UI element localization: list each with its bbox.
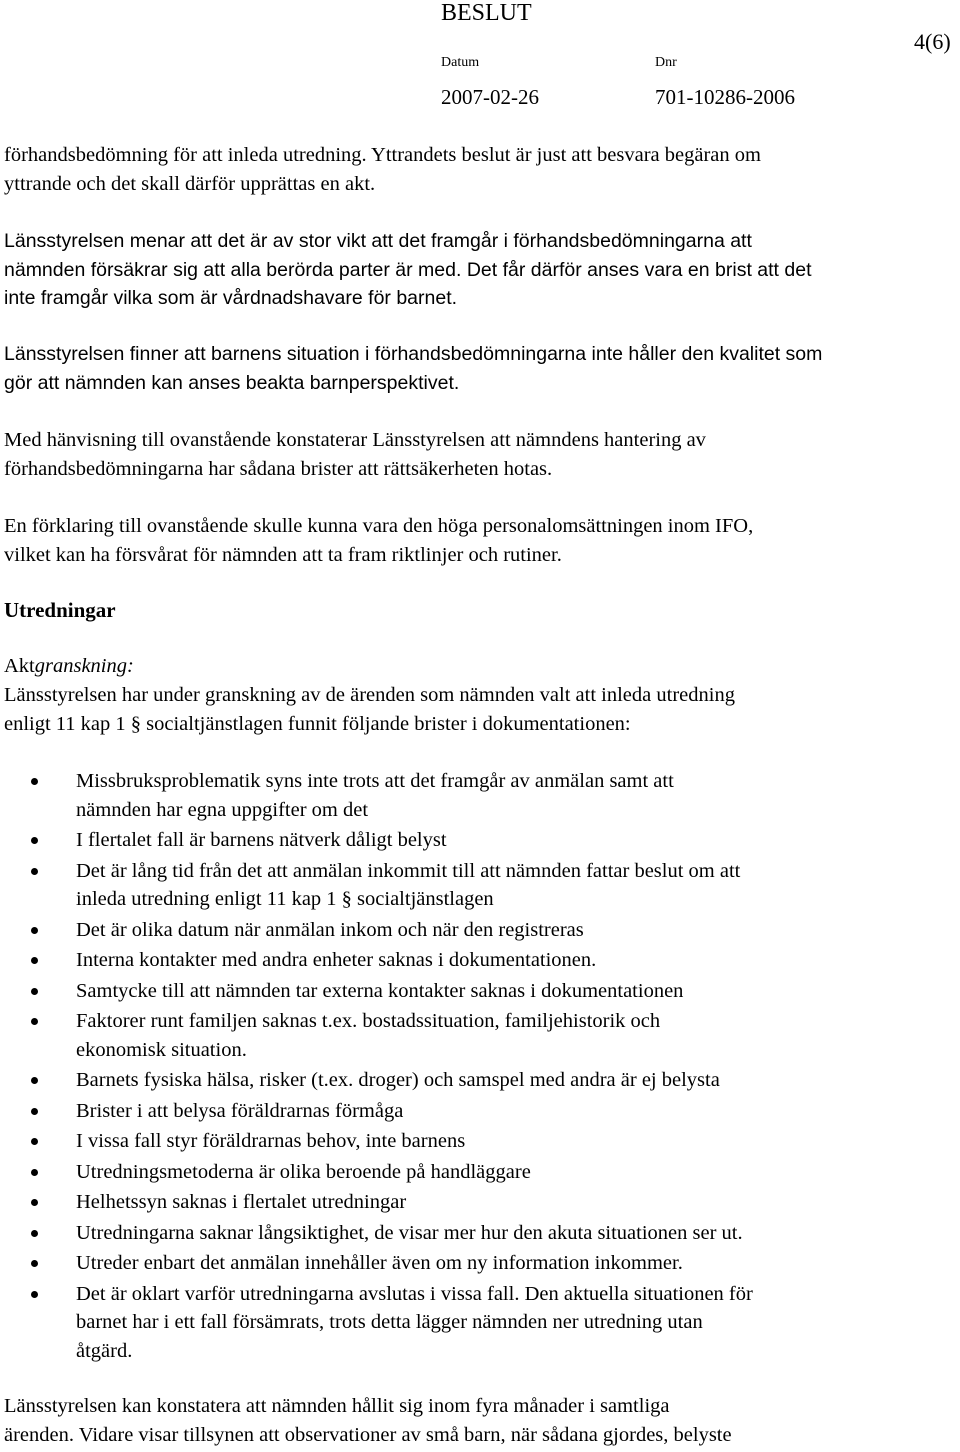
paragraph-line: inte framgår vilka som är vårdnadshavare för barnet. <box>4 287 458 309</box>
bullet-icon <box>31 837 38 844</box>
list-item <box>0 1097 960 1126</box>
list-item <box>0 1188 960 1217</box>
bullet-icon <box>31 778 38 785</box>
list-item-line: Samtycke till att nämnden tar externa kontakter saknas i dokumentationen <box>76 979 684 1002</box>
bullet-icon <box>31 927 38 934</box>
paragraph-line: enligt 11 kap 1 § socialtjänstlagen funnit följande brister i dokumentationen: <box>4 712 631 735</box>
paragraph-line: förhandsbedömning för att inleda utredning. Yttrandets beslut är just att besvara begäran om <box>4 144 761 166</box>
list-item-line: Det är lång tid från det att anmälan inkommit till att nämnden fattar beslut om att <box>76 859 741 882</box>
list-item-line: barnet har i ett fall försämrats, trots detta lägger nämnden ner utredning utan <box>76 1311 703 1333</box>
bullet-icon <box>31 1260 38 1267</box>
paragraph-segment: nämnden försäkrar sig att alla berörda parter är med. <box>4 258 462 281</box>
list-item <box>0 1007 960 1064</box>
bullet-icon <box>31 1169 38 1176</box>
paragraph-4 <box>4 426 954 483</box>
list-item-line: inleda utredning enligt 11 kap 1 § socialtjänstlagen <box>76 888 494 910</box>
list-item <box>0 1066 960 1095</box>
bullet-icon <box>31 868 38 875</box>
paragraph-line: vilket kan ha försvårat för nämnden att ta fram riktlinjer och rutiner. <box>4 543 562 566</box>
bullet-icon <box>31 1291 38 1298</box>
list-item-line: Faktorer runt familjen saknas t.ex. bostadssituation, familjehistorik och <box>76 1010 661 1032</box>
list-item <box>0 857 960 914</box>
list-item-line: Utredningsmetoderna är olika beroende på handläggare <box>76 1160 531 1183</box>
bullet-icon <box>31 1108 38 1115</box>
bullet-icon <box>31 1077 38 1084</box>
list-item-line: Helhetssyn saknas i flertalet utredningar <box>76 1191 407 1213</box>
paragraph-line-mixed <box>4 256 954 285</box>
paragraph-line: Med hänvisning till ovanstående konstaterar Länsstyrelsen att nämndens hantering av <box>4 429 706 451</box>
dnr-value: 701-10286-2006 <box>655 85 795 109</box>
list-item-line: ekonomisk situation. <box>76 1038 247 1061</box>
list-item-line: Brister i att belysa föräldrarnas förmåga <box>76 1099 404 1122</box>
list-item <box>0 1249 960 1278</box>
paragraph-2 <box>4 227 954 313</box>
list-item <box>0 977 960 1006</box>
list-item <box>0 826 960 855</box>
list-item <box>0 1280 960 1366</box>
paragraph-line: ärenden. Vidare visar tillsynen att observationer av små barn, när sådana gjordes, belyste <box>4 1423 732 1446</box>
list-item <box>0 767 960 824</box>
section-heading: Utredningar <box>4 598 116 622</box>
document-type-title: BESLUT <box>441 0 532 26</box>
paragraph-line: gör att nämnden kan anses beakta barnperspektivet. <box>4 371 460 394</box>
bullet-icon <box>31 957 38 964</box>
paragraph-line: Länsstyrelsen kan konstatera att nämnden hållit sig inom fyra månader i samtliga <box>4 1395 670 1417</box>
paragraph-line: Länsstyrelsen har under granskning av de ärenden som nämnden valt att inleda utredning <box>4 684 735 706</box>
paragraph-1 <box>4 141 954 198</box>
list-item-line: Det är olika datum när anmälan inkom och när den registreras <box>76 918 584 941</box>
date-value: 2007-02-26 <box>441 85 539 109</box>
closing-paragraph <box>4 1392 954 1449</box>
intro-paragraph <box>4 681 954 738</box>
date-label: Datum <box>441 55 480 70</box>
subheading <box>4 652 134 681</box>
list-item <box>0 946 960 975</box>
list-item <box>0 1158 960 1187</box>
list-item <box>0 1127 960 1156</box>
paragraph-5 <box>4 512 954 569</box>
paragraph-line: Länsstyrelsen finner att barnens situation i förhandsbedömningarna inte håller den kvalitet som <box>4 343 823 365</box>
list-item-line: åtgärd. <box>76 1339 133 1362</box>
list-item-line: Utreder enbart det anmälan innehåller även om ny information inkommer. <box>76 1252 683 1274</box>
bullet-icon <box>31 1199 38 1206</box>
list-item-line: Interna kontakter med andra enheter saknas i dokumentationen. <box>76 949 597 971</box>
list-item-line: Missbruksproblematik syns inte trots att det framgår av anmälan samt att <box>76 770 674 792</box>
bullet-icon <box>31 1138 38 1145</box>
list-item <box>0 916 960 945</box>
bullet-icon <box>31 1230 38 1237</box>
subheading-prefix: Akt <box>4 655 35 677</box>
list-item-line: I vissa fall styr föräldrarnas behov, inte barnens <box>76 1130 466 1152</box>
dnr-label: Dnr <box>655 55 677 70</box>
list-item-line: nämnden har egna uppgifter om det <box>76 798 369 821</box>
paragraph-line: yttrande och det skall därför upprättas en akt. <box>4 172 376 195</box>
deficiency-list <box>0 767 960 1367</box>
bullet-icon <box>31 1018 38 1025</box>
paragraph-segment: Det får därför anses vara en brist att det <box>461 258 812 281</box>
paragraph-line: En förklaring till ovanstående skulle kunna vara den höga personalomsättningen inom IFO, <box>4 515 754 537</box>
subheading-italic: granskning: <box>34 655 134 677</box>
page-number: 4(6) <box>914 29 951 54</box>
list-item-line: Barnets fysiska hälsa, risker (t.ex. droger) och samspel med andra är ej belysta <box>76 1069 720 1091</box>
list-item-line: I flertalet fall är barnens nätverk dåligt belyst <box>76 829 447 851</box>
paragraph-line: Länsstyrelsen menar att det är av stor vikt att det framgår i förhandsbedömningarna att <box>4 230 752 252</box>
bullet-icon <box>31 988 38 995</box>
list-item-line: Utredningarna saknar långsiktighet, de visar mer hur den akuta situationen ser ut. <box>76 1221 743 1244</box>
list-item <box>0 1219 960 1248</box>
paragraph-3 <box>4 340 954 397</box>
list-item-line: Det är oklart varför utredningarna avslutas i vissa fall. Den aktuella situationen för <box>76 1282 753 1305</box>
paragraph-line: förhandsbedömningarna har sådana brister att rättsäkerheten hotas. <box>4 457 553 480</box>
